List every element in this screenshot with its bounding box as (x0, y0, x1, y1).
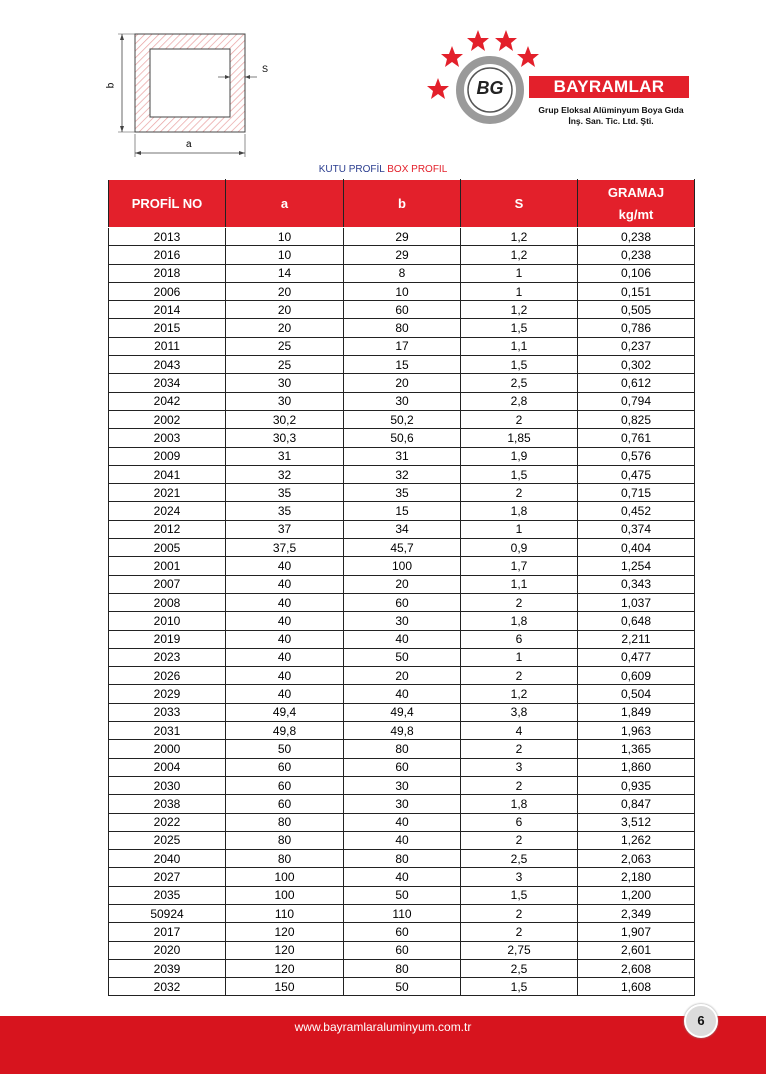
cell-profile-no: 2000 (109, 740, 226, 758)
cell-b: 60 (344, 301, 461, 319)
cell-a: 32 (226, 465, 344, 483)
cell-gramaj: 0,761 (578, 429, 695, 447)
cell-a: 80 (226, 850, 344, 868)
table-row (109, 648, 695, 666)
table-row (109, 959, 695, 977)
cell-profile-no: 2035 (109, 886, 226, 904)
cell-s: 2 (461, 410, 578, 428)
cell-profile-no: 2018 (109, 264, 226, 282)
cell-gramaj: 0,238 (578, 228, 695, 246)
table-row (109, 392, 695, 410)
cell-b: 20 (344, 667, 461, 685)
table-row (109, 978, 695, 996)
cell-a: 37,5 (226, 539, 344, 557)
cell-gramaj: 0,302 (578, 356, 695, 374)
cell-s: 2,75 (461, 941, 578, 959)
cell-gramaj: 0,404 (578, 539, 695, 557)
cell-profile-no: 2029 (109, 685, 226, 703)
cell-s: 3 (461, 758, 578, 776)
cell-b: 100 (344, 557, 461, 575)
cell-a: 40 (226, 575, 344, 593)
table-row (109, 520, 695, 538)
cell-a: 10 (226, 228, 344, 246)
cell-b: 45,7 (344, 539, 461, 557)
cell-gramaj: 0,452 (578, 502, 695, 520)
cell-s: 2,8 (461, 392, 578, 410)
cell-a: 37 (226, 520, 344, 538)
cell-gramaj: 0,935 (578, 776, 695, 794)
table-row (109, 941, 695, 959)
cell-profile-no: 2017 (109, 923, 226, 941)
cell-b: 80 (344, 850, 461, 868)
cell-b: 10 (344, 282, 461, 300)
table-row (109, 246, 695, 264)
cell-b: 30 (344, 776, 461, 794)
cell-gramaj: 0,106 (578, 264, 695, 282)
cell-s: 1,5 (461, 356, 578, 374)
cell-s: 4 (461, 722, 578, 740)
cell-b: 49,8 (344, 722, 461, 740)
cell-profile-no: 2003 (109, 429, 226, 447)
cell-gramaj: 1,365 (578, 740, 695, 758)
cell-b: 50 (344, 978, 461, 996)
cell-profile-no: 2032 (109, 978, 226, 996)
header-gramaj-unit: kg/mt (618, 206, 654, 222)
cell-gramaj: 0,505 (578, 301, 695, 319)
cell-a: 30,2 (226, 410, 344, 428)
cell-a: 35 (226, 484, 344, 502)
cell-gramaj: 1,849 (578, 703, 695, 721)
cell-profile-no: 2015 (109, 319, 226, 337)
cell-gramaj: 0,475 (578, 465, 695, 483)
cell-profile-no: 50924 (109, 904, 226, 922)
cell-gramaj: 1,254 (578, 557, 695, 575)
cell-b: 17 (344, 337, 461, 355)
cell-b: 32 (344, 465, 461, 483)
table-row (109, 264, 695, 282)
cell-s: 1,5 (461, 886, 578, 904)
cell-s: 2 (461, 776, 578, 794)
header-b: b (344, 180, 461, 228)
cell-gramaj: 0,612 (578, 374, 695, 392)
cell-b: 80 (344, 740, 461, 758)
cell-profile-no: 2030 (109, 776, 226, 794)
cell-profile-no: 2019 (109, 630, 226, 648)
cell-a: 20 (226, 319, 344, 337)
table-caption (0, 164, 766, 175)
cell-b: 30 (344, 392, 461, 410)
table-row (109, 813, 695, 831)
table-row (109, 630, 695, 648)
cell-a: 120 (226, 941, 344, 959)
cell-s: 0,9 (461, 539, 578, 557)
header-gramaj (578, 180, 695, 228)
logo-monogram: BG (476, 78, 504, 98)
logo-subtitle-1: Grup Eloksal Alüminyum Boya Gıda (538, 105, 684, 115)
cell-profile-no: 2006 (109, 282, 226, 300)
cell-a: 60 (226, 776, 344, 794)
table-row (109, 356, 695, 374)
cell-a: 40 (226, 685, 344, 703)
cell-profile-no: 2034 (109, 374, 226, 392)
cell-a: 31 (226, 447, 344, 465)
cell-b: 34 (344, 520, 461, 538)
cell-a: 120 (226, 923, 344, 941)
cell-b: 50,2 (344, 410, 461, 428)
table-row (109, 868, 695, 886)
cell-profile-no: 2020 (109, 941, 226, 959)
page-number: 6 (684, 1004, 718, 1038)
cell-profile-no: 2026 (109, 667, 226, 685)
cell-profile-no: 2043 (109, 356, 226, 374)
table-row (109, 465, 695, 483)
cell-a: 14 (226, 264, 344, 282)
cell-profile-no: 2038 (109, 795, 226, 813)
table-row (109, 539, 695, 557)
cell-gramaj: 0,609 (578, 667, 695, 685)
dimension-a-label: a (186, 139, 192, 150)
header-s: S (461, 180, 578, 228)
table-row (109, 282, 695, 300)
cell-gramaj: 1,907 (578, 923, 695, 941)
cell-b: 15 (344, 502, 461, 520)
header-profile-no: PROFİL NO (109, 180, 226, 228)
cell-a: 10 (226, 246, 344, 264)
table-row (109, 758, 695, 776)
table-row (109, 904, 695, 922)
cell-s: 2 (461, 904, 578, 922)
table-row (109, 447, 695, 465)
cell-profile-no: 2004 (109, 758, 226, 776)
cell-gramaj: 0,238 (578, 246, 695, 264)
cell-profile-no: 2040 (109, 850, 226, 868)
cell-gramaj: 1,200 (578, 886, 695, 904)
cell-a: 30 (226, 392, 344, 410)
caption-turkish: KUTU PROFİL (318, 164, 385, 175)
cell-s: 1,2 (461, 228, 578, 246)
cell-a: 40 (226, 630, 344, 648)
cell-profile-no: 2016 (109, 246, 226, 264)
table-row (109, 484, 695, 502)
cell-s: 2 (461, 740, 578, 758)
cell-a: 150 (226, 978, 344, 996)
cell-profile-no: 2042 (109, 392, 226, 410)
cell-profile-no: 2007 (109, 575, 226, 593)
logo-brand-name: BAYRAMLAR (529, 76, 689, 98)
cell-gramaj: 0,794 (578, 392, 695, 410)
cell-b: 30 (344, 795, 461, 813)
cell-profile-no: 2021 (109, 484, 226, 502)
cell-a: 60 (226, 758, 344, 776)
table-row (109, 685, 695, 703)
cell-gramaj: 1,860 (578, 758, 695, 776)
cell-s: 2 (461, 923, 578, 941)
cell-s: 2 (461, 484, 578, 502)
cell-a: 40 (226, 612, 344, 630)
table-row (109, 703, 695, 721)
cell-s: 2,5 (461, 959, 578, 977)
cell-b: 15 (344, 356, 461, 374)
table-row (109, 740, 695, 758)
cell-s: 1,2 (461, 301, 578, 319)
cell-a: 20 (226, 282, 344, 300)
cell-a: 25 (226, 337, 344, 355)
cell-s: 2,5 (461, 850, 578, 868)
cell-b: 8 (344, 264, 461, 282)
table-row (109, 374, 695, 392)
cell-s: 1,8 (461, 612, 578, 630)
cell-profile-no: 2039 (109, 959, 226, 977)
cell-gramaj: 0,825 (578, 410, 695, 428)
profile-diagram (100, 22, 300, 162)
cell-gramaj: 2,601 (578, 941, 695, 959)
cell-b: 50 (344, 886, 461, 904)
cell-a: 40 (226, 667, 344, 685)
cell-gramaj: 2,608 (578, 959, 695, 977)
cell-b: 49,4 (344, 703, 461, 721)
cell-profile-no: 2022 (109, 813, 226, 831)
logo-subtitle-2: İnş. San. Tic. Ltd. Şti. (568, 116, 654, 126)
cell-a: 40 (226, 557, 344, 575)
cell-profile-no: 2031 (109, 722, 226, 740)
cell-gramaj: 0,504 (578, 685, 695, 703)
table-row (109, 575, 695, 593)
table-row (109, 776, 695, 794)
cell-gramaj: 0,847 (578, 795, 695, 813)
cell-gramaj: 0,237 (578, 337, 695, 355)
header-a: a (226, 180, 344, 228)
cell-gramaj: 0,343 (578, 575, 695, 593)
cell-b: 20 (344, 575, 461, 593)
cell-gramaj: 2,211 (578, 630, 695, 648)
cell-b: 60 (344, 593, 461, 611)
cell-profile-no: 2002 (109, 410, 226, 428)
cell-profile-no: 2008 (109, 593, 226, 611)
cell-a: 110 (226, 904, 344, 922)
cell-b: 60 (344, 758, 461, 776)
table-row (109, 557, 695, 575)
cell-a: 30,3 (226, 429, 344, 447)
cell-profile-no: 2023 (109, 648, 226, 666)
cell-s: 1,5 (461, 465, 578, 483)
table-row (109, 429, 695, 447)
cell-s: 2,5 (461, 374, 578, 392)
cell-s: 1,2 (461, 246, 578, 264)
cell-a: 20 (226, 301, 344, 319)
cell-profile-no: 2027 (109, 868, 226, 886)
cell-gramaj: 0,715 (578, 484, 695, 502)
table-row (109, 722, 695, 740)
cell-a: 50 (226, 740, 344, 758)
table-body (109, 228, 695, 996)
cell-gramaj: 0,648 (578, 612, 695, 630)
table-row (109, 850, 695, 868)
cell-gramaj: 0,374 (578, 520, 695, 538)
cell-gramaj: 0,151 (578, 282, 695, 300)
cell-profile-no: 2024 (109, 502, 226, 520)
cell-b: 40 (344, 813, 461, 831)
cell-s: 1 (461, 648, 578, 666)
footer-website: www.bayramlaraluminyum.com.tr (294, 1020, 472, 1034)
dimension-s-label: S (262, 64, 269, 74)
cell-s: 1,5 (461, 978, 578, 996)
table-row (109, 667, 695, 685)
table-row (109, 410, 695, 428)
cell-s: 1,5 (461, 319, 578, 337)
cell-a: 35 (226, 502, 344, 520)
cell-gramaj: 1,037 (578, 593, 695, 611)
table-row (109, 612, 695, 630)
cell-a: 100 (226, 868, 344, 886)
cell-s: 1,1 (461, 337, 578, 355)
profile-table (108, 179, 694, 996)
footer-bar (0, 1016, 766, 1074)
cell-b: 40 (344, 831, 461, 849)
cell-s: 1 (461, 520, 578, 538)
cell-b: 20 (344, 374, 461, 392)
cell-b: 40 (344, 685, 461, 703)
cell-profile-no: 2001 (109, 557, 226, 575)
cell-gramaj: 2,180 (578, 868, 695, 886)
cell-profile-no: 2014 (109, 301, 226, 319)
cell-a: 40 (226, 648, 344, 666)
cell-gramaj: 3,512 (578, 813, 695, 831)
table-row (109, 228, 695, 246)
cell-s: 1,8 (461, 795, 578, 813)
cell-s: 3,8 (461, 703, 578, 721)
cell-b: 60 (344, 923, 461, 941)
cell-s: 1,2 (461, 685, 578, 703)
table-row (109, 593, 695, 611)
cell-b: 40 (344, 630, 461, 648)
cell-s: 3 (461, 868, 578, 886)
cell-s: 2 (461, 593, 578, 611)
dimension-b-label: b (105, 82, 117, 89)
cell-b: 110 (344, 904, 461, 922)
cell-profile-no: 2012 (109, 520, 226, 538)
cell-gramaj: 1,963 (578, 722, 695, 740)
cell-gramaj: 2,349 (578, 904, 695, 922)
cell-profile-no: 2005 (109, 539, 226, 557)
cell-b: 60 (344, 941, 461, 959)
cell-b: 31 (344, 447, 461, 465)
cell-s: 1,8 (461, 502, 578, 520)
table-row (109, 923, 695, 941)
table-header-row (109, 180, 695, 228)
cell-a: 100 (226, 886, 344, 904)
cell-a: 49,4 (226, 703, 344, 721)
table-row (109, 886, 695, 904)
company-logo (426, 26, 706, 146)
cell-profile-no: 2009 (109, 447, 226, 465)
cell-b: 50 (344, 648, 461, 666)
cell-profile-no: 2025 (109, 831, 226, 849)
cell-a: 40 (226, 593, 344, 611)
cell-s: 1,7 (461, 557, 578, 575)
cell-s: 1 (461, 282, 578, 300)
cell-s: 2 (461, 667, 578, 685)
cell-b: 35 (344, 484, 461, 502)
cell-a: 120 (226, 959, 344, 977)
cell-s: 1 (461, 264, 578, 282)
table-row (109, 831, 695, 849)
table-row (109, 795, 695, 813)
cell-s: 1,9 (461, 447, 578, 465)
cell-b: 30 (344, 612, 461, 630)
cell-b: 80 (344, 959, 461, 977)
cell-b: 29 (344, 228, 461, 246)
cell-s: 1,85 (461, 429, 578, 447)
cell-a: 80 (226, 831, 344, 849)
table-row (109, 337, 695, 355)
cell-profile-no: 2041 (109, 465, 226, 483)
header-gramaj-label: GRAMAJ (607, 184, 665, 200)
cell-profile-no: 2011 (109, 337, 226, 355)
cell-gramaj: 0,576 (578, 447, 695, 465)
cell-gramaj: 1,608 (578, 978, 695, 996)
cell-b: 29 (344, 246, 461, 264)
cell-gramaj: 0,786 (578, 319, 695, 337)
cell-b: 80 (344, 319, 461, 337)
cell-profile-no: 2010 (109, 612, 226, 630)
cell-a: 30 (226, 374, 344, 392)
cell-a: 80 (226, 813, 344, 831)
caption-english: BOX PROFIL (387, 164, 448, 175)
cell-s: 6 (461, 813, 578, 831)
cell-profile-no: 2013 (109, 228, 226, 246)
cell-s: 6 (461, 630, 578, 648)
cell-a: 49,8 (226, 722, 344, 740)
cell-s: 1,1 (461, 575, 578, 593)
cell-b: 50,6 (344, 429, 461, 447)
cell-a: 25 (226, 356, 344, 374)
cell-b: 40 (344, 868, 461, 886)
table-row (109, 301, 695, 319)
cell-profile-no: 2033 (109, 703, 226, 721)
table-row (109, 502, 695, 520)
cell-gramaj: 2,063 (578, 850, 695, 868)
cell-a: 60 (226, 795, 344, 813)
cell-gramaj: 1,262 (578, 831, 695, 849)
table-row (109, 319, 695, 337)
cell-gramaj: 0,477 (578, 648, 695, 666)
cell-s: 2 (461, 831, 578, 849)
